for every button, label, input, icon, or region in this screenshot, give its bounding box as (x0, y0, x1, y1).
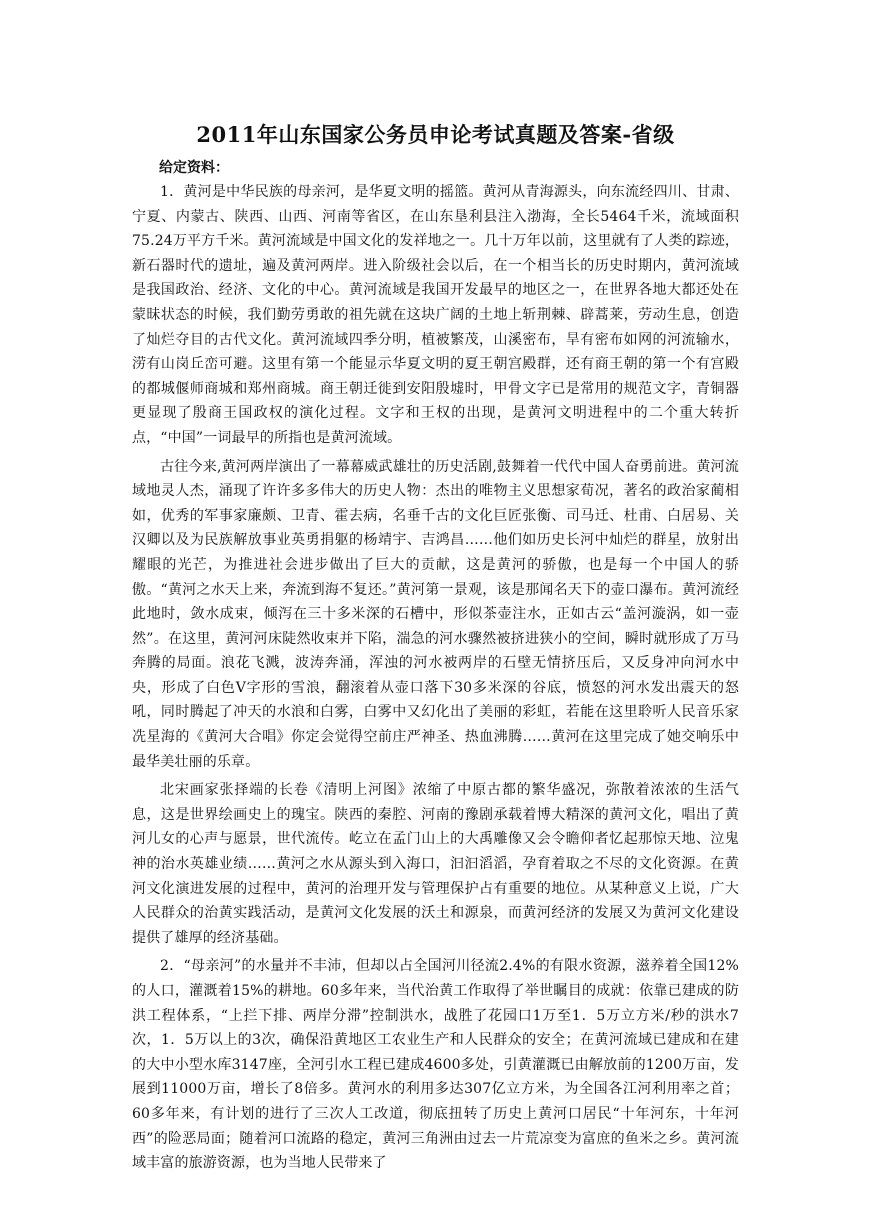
paragraph-4: 2．“母亲河”的水量并不丰沛，但却以占全国河川径流2.4%的有限水资源，滋养着全国12%的人口，灌溉着15%的耕地。60多年来，当代治黄工作取得了举世瞩目的成就：依靠已建成的防洪工程体系，“上拦下排、两岸分滞”控制洪水，战胜了花园口1万至1．5万立方米/秒的洪水7次，1．5万以上的3次，确保沿黄地区工农业生产和人民群众的安全；在黄河流域已建成和在建的大中小型水库3147座，全河引水工程已建成4600多处，引黄灌溉已由解放前的1200万亩，发展到11000万亩，增长了8倍多。黄河水的利用多达307亿立方米，为全国各江河利用率之首；60多年来，有计划的进行了三次人工改道，彻底扭转了历史上黄河口居民“十年河东，十年河西”的险恶局面；随着河口流路的稳定，黄河三角洲由过去一片荒凉变为富庶的鱼米之乡。黄河流域丰富的旅游资源，也为当地人民带来了 (132, 958, 739, 1172)
paragraph-1: 1．黄河是中华民族的母亲河，是华夏文明的摇篮。黄河从青海源头，向东流经四川、甘肃、宁夏、内蒙古、陕西、山西、河南等省区，在山东垦利县注入渤海，全长5464千米，流域面积75.24万平方千米。黄河流域是中国文化的发祥地之一。几十万年以前，这里就有了人类的踪迹，新石器时代的遗址，遍及黄河两岸。进入阶级社会以后，在一个相当长的历史时期内，黄河流域是我国政治、经济、文化的中心。黄河流域是我国开发最早的地区之一，在世界各地大都还处在蒙昧状态的时候，我们勤劳勇敢的祖先就在这块广阔的土地上斩荆棘、辟蒿莱，劳动生息，创造了灿烂夺目的古代文化。黄河流域四季分明，植被繁茂，山溪密布，旱有密布如网的河流输水，涝有山岗丘峦可避。这里有第一个能显示华夏文明的夏王朝宫殿群，还有商王朝的第一个有宫殿的都城偃师商城和郑州商城。商王朝迁徙到安阳殷墟时，甲骨文字已是常用的规范文字，青铜器更显现了殷商王国政权的演化过程。文字和王权的出现，是黄河文明进程中的二个重大转折点，“中国”一词最早的所指也是黄河流域。 (132, 184, 739, 446)
document-title: 2011年山东国家公务员申论考试真题及答案-省级 (196, 122, 675, 147)
paragraph-2: 古往今来,黄河两岸演出了一幕幕威武雄壮的历史活剧,鼓舞着一代代中国人奋勇前进。黄河流域地灵人杰，涌现了许许多多伟大的历史人物：杰出的唯物主义思想家荀况，著名的政治家蔺相如，优秀的军事家廉颇、卫青、霍去病，名垂千古的文化巨匠张衡、司马迁、杜甫、白居易、关汉卿以及为民族解放事业英勇捐躯的杨靖宇、吉鸿昌……他们如历史长河中灿烂的群星，放射出耀眼的光芒，为推进社会进步做出了巨大的贡献，这是黄河的骄傲，也是每一个中国人的骄傲。“黄河之水天上来，奔流到海不复还。”黄河第一景观，该是那闻名天下的壶口瀑布。黄河流经此地时，敛水成束，倾泻在三十多米深的石槽中，形似茶壶注水，正如古云“盖河漩涡，如一壶然”。在这里，黄河河床陡然收束并下陷，湍急的河水骤然被挤进狭小的空间，瞬时就形成了万马奔腾的局面。浪花飞溅，波涛奔涌，浑浊的河水被两岸的石壁无情挤压后，又反身冲向河水中央，形成了白色V字形的雪浪，翻滚着从壶口落下30多米深的谷底，愤怒的河水发出震天的怒吼，同时腾起了冲天的水浪和白雾，白雾中又幻化出了美丽的彩虹，若能在这里聆听人民音乐家冼星海的《黄河大合唱》你定会觉得空前庄严神圣、热血沸腾……黄河在这里完成了她交响乐中最华美壮丽的乐章。 (132, 458, 739, 770)
paragraph-3: 北宋画家张择端的长卷《清明上河图》浓缩了中原古都的繁华盛况，弥散着浓浓的生活气息，这是世界绘画史上的瑰宝。陕西的秦腔、河南的豫剧承载着博大精深的黄河文化，唱出了黄河儿女的心声与愿景，世代流传。屹立在孟门山上的大禹雕像又会令瞻仰者忆起那惊天地、泣鬼神的治水英雄业绩……黄河之水从源头到入海口，汩汩滔滔，孕育着取之不尽的文化资源。在黄河文化演进发展的过程中，黄河的治理开发与管理保护占有重要的地位。从某种意义上说，广大人民群众的治黄实践活动，是黄河文化发展的沃土和源泉，而黄河经济的发展又为黄河文化建设提供了雄厚的经济基础。 (132, 782, 739, 946)
section-label: 给定资料： (159, 160, 229, 176)
